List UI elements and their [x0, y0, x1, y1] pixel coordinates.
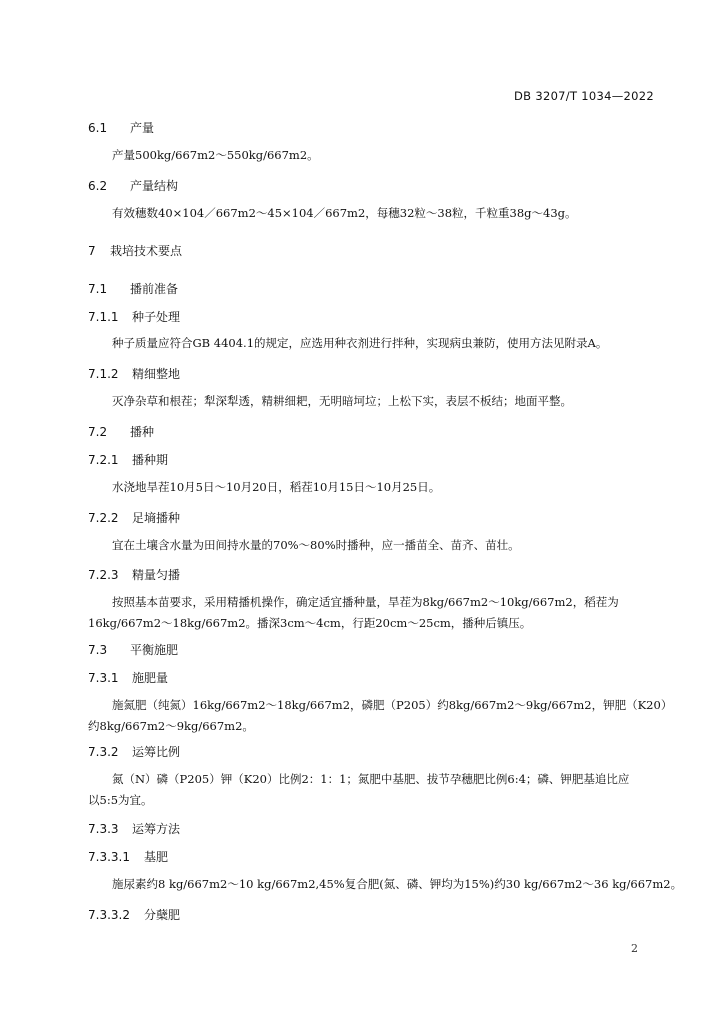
section-heading-6-2 — [88, 179, 658, 193]
paragraph-line: 约8kg/667m2～9kg/667m2。 — [88, 719, 254, 733]
paragraph-line: 以5:5为宜。 — [88, 793, 153, 807]
section-title: 施肥量 — [132, 671, 169, 685]
section-title: 播种 — [130, 425, 155, 439]
section-title: 播种期 — [132, 453, 169, 467]
section-heading-7-3-3-1 — [88, 850, 658, 864]
section-title: 精细整地 — [132, 367, 181, 381]
section-title: 运筹方法 — [132, 822, 181, 836]
section-number: 7.2.1 — [88, 453, 119, 467]
section-heading-7-3-1 — [88, 671, 658, 685]
section-heading-7-2-1 — [88, 453, 658, 467]
paragraph-line: 种子质量应符合GB 4404.1的规定，应选用种衣剂进行拌种，实现病虫兼防，使用方法见附录A。 — [112, 336, 608, 350]
paragraph-7-1-1 — [88, 333, 658, 354]
paragraph-7-3-1 — [88, 695, 673, 737]
section-heading-7-1 — [88, 282, 658, 296]
section-number: 7.3.3.1 — [88, 850, 130, 864]
section-heading-7-3-3 — [88, 822, 658, 836]
section-heading-7-2 — [88, 425, 658, 439]
section-title: 足墒播种 — [132, 511, 181, 525]
section-number: 6.2 — [88, 179, 108, 193]
section-number: 7.3 — [88, 643, 108, 657]
paragraph-7-3-3-1 — [88, 874, 683, 895]
section-number: 6.1 — [88, 121, 108, 135]
paragraph-line: 施氮肥（纯氮）16kg/667m2～18kg/667m2，磷肥（P205）约8kg/667m2～9kg/667m2，钾肥（K20） — [112, 698, 673, 712]
paragraph-7-2-3 — [88, 592, 658, 634]
paragraph-7-1-2 — [88, 391, 658, 412]
section-title: 种子处理 — [132, 310, 181, 324]
section-number: 7.1.1 — [88, 310, 119, 324]
section-number: 7 — [88, 244, 96, 258]
paragraph-7-2-1 — [88, 477, 658, 498]
paragraph-6-1 — [88, 145, 658, 166]
section-heading-7 — [88, 244, 658, 258]
section-number: 7.3.1 — [88, 671, 119, 685]
paragraph-line: 水浇地旱茬10月5日～10月20日，稻茬10月15日～10月25日。 — [112, 480, 441, 494]
section-heading-6-1 — [88, 121, 658, 135]
paragraph-line: 灭净杂草和根茬；犁深犁透，精耕细耙，无明暗坷垃；上松下实，表层不板结；地面平整。 — [112, 394, 572, 408]
section-title: 平衡施肥 — [130, 643, 179, 657]
section-heading-7-3-2 — [88, 745, 658, 759]
paragraph-line: 宜在土壤含水量为田间持水量的70%～80%时播种，应一播苗全、苗齐、苗壮。 — [112, 538, 520, 552]
section-heading-7-1-2 — [88, 367, 658, 381]
paragraph-7-2-2 — [88, 535, 658, 556]
section-title: 产量 — [130, 121, 155, 135]
paragraph-line: 氮（N）磷（P205）钾（K20）比例2：1：1；氮肥中基肥、拔节孕穗肥比例6:4；磷、钾肥基追比应 — [112, 772, 630, 786]
section-title: 精量匀播 — [132, 568, 181, 582]
section-number: 7.3.3 — [88, 822, 119, 836]
section-title: 运筹比例 — [132, 745, 181, 759]
section-title: 产量结构 — [130, 179, 179, 193]
section-number: 7.2 — [88, 425, 108, 439]
paragraph-6-2 — [88, 203, 658, 224]
paragraph-line: 产量500kg/667m2～550kg/667m2。 — [112, 148, 319, 162]
section-number: 7.3.3.2 — [88, 908, 130, 922]
section-heading-7-3-3-2 — [88, 908, 658, 922]
section-title: 分蘖肥 — [144, 908, 181, 922]
section-number: 7.1 — [88, 282, 108, 296]
section-heading-7-3 — [88, 643, 658, 657]
section-title: 基肥 — [144, 850, 169, 864]
page-number: 2 — [631, 942, 638, 955]
section-heading-7-2-3 — [88, 568, 658, 582]
section-number: 7.1.2 — [88, 367, 119, 381]
paragraph-line: 16kg/667m2～18kg/667m2。播深3cm～4cm，行距20cm～25cm，播种后镇压。 — [88, 616, 532, 630]
paragraph-7-3-2 — [88, 769, 658, 811]
paragraph-line: 有效穗数40×104／667m2～45×104／667m2，每穗32粒～38粒，千粒重38g～43g。 — [112, 206, 577, 220]
section-title: 栽培技术要点 — [110, 244, 183, 258]
section-heading-7-2-2 — [88, 511, 658, 525]
paragraph-line: 施尿素约8 kg/667m2～10 kg/667m2,45%复合肥(氮、磷、钾均为15%)约30 kg/667m2～36 kg/667m2。 — [112, 877, 683, 891]
section-number: 7.2.2 — [88, 511, 119, 525]
section-title: 播前准备 — [130, 282, 179, 296]
section-number: 7.3.2 — [88, 745, 119, 759]
header-doc-code: DB 3207/T 1034—2022 — [514, 89, 654, 103]
paragraph-line: 按照基本苗要求，采用精播机操作，确定适宜播种量，旱茬为8kg/667m2～10kg/667m2，稻茬为 — [112, 595, 619, 609]
section-heading-7-1-1 — [88, 310, 658, 324]
section-number: 7.2.3 — [88, 568, 119, 582]
